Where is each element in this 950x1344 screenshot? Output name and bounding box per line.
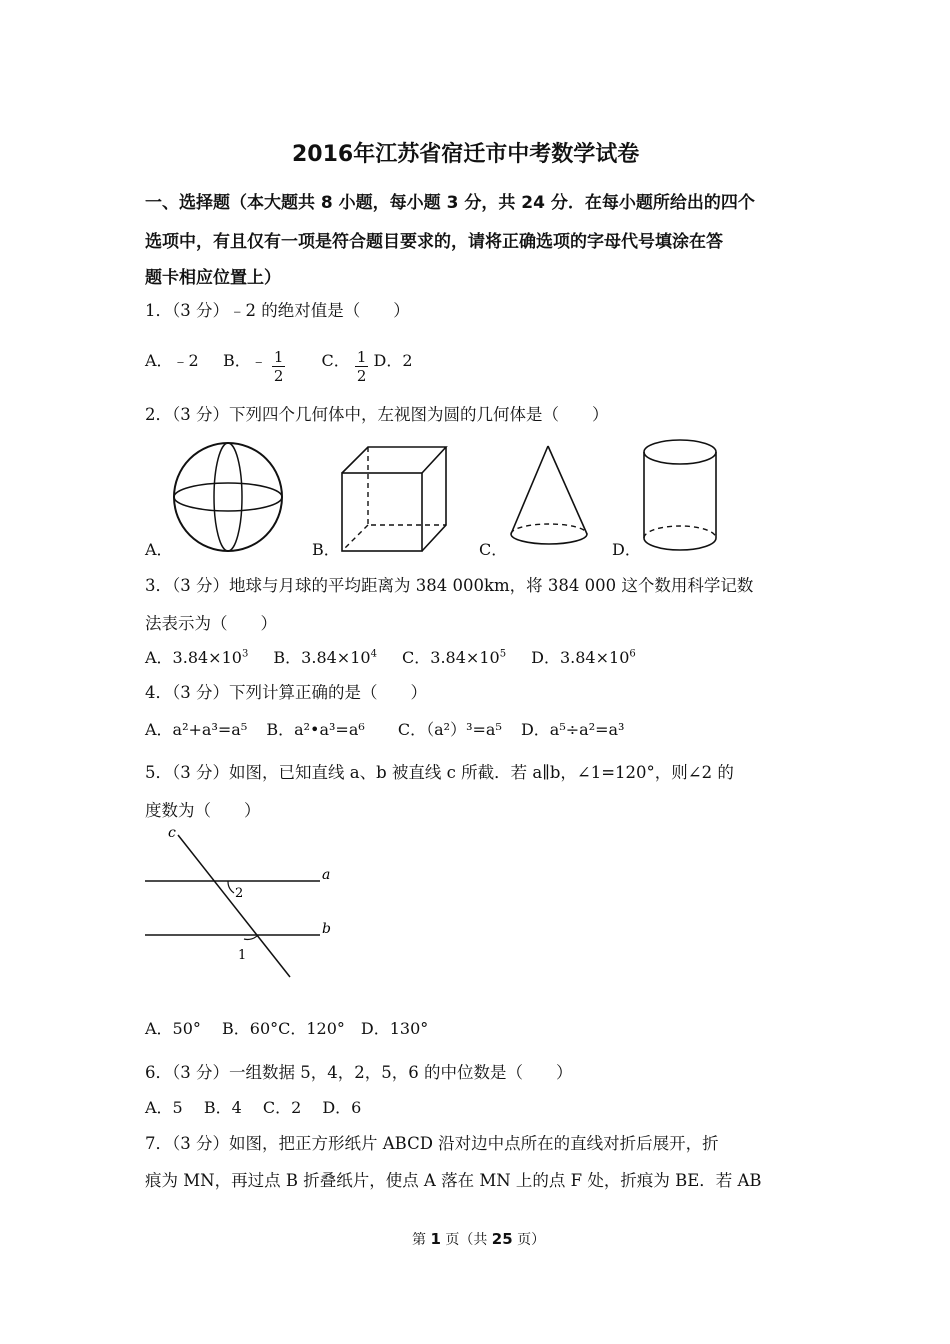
frac-num: 1 (356, 348, 367, 366)
q3-option-b-exp: 4 (370, 648, 377, 660)
q1-option-b-label: B． (222, 351, 251, 370)
question-5-stem-line1: 5．（3 分）如图，已知直线 a、b 被直线 c 所截．若 a∥b，∠1=120°，则∠2 的 (145, 763, 734, 782)
line-a-label: a (322, 867, 331, 883)
q3-option-d-text: D．3.84×10 (531, 648, 630, 667)
page-title: 2016年江苏省宿迁市中考数学试卷 (292, 142, 640, 167)
angle-2-label: 2 (235, 886, 244, 901)
q1-option-b-fraction (272, 348, 286, 385)
q2-label-d: D． (612, 540, 641, 559)
question-2-stem: 2．（3 分）下列四个几何体中，左视图为圆的几何体是（ ） (145, 405, 609, 424)
q3-option-c-text: C．3.84×10 (402, 648, 500, 667)
question-4-options (145, 717, 624, 740)
q1-option-c-fraction (355, 348, 369, 385)
q2-label-c: C． (479, 540, 508, 559)
q3-option-a-text: A．3.84×10 (145, 648, 242, 667)
q3-option-c (402, 648, 506, 667)
footer-mid: 页（共 (445, 1232, 488, 1248)
footer-suffix: 页） (517, 1232, 546, 1248)
q4-option-c: C．（a²）³=a⁵ (397, 720, 502, 739)
cone-figure (505, 444, 595, 554)
footer-page-number: 1 (430, 1230, 441, 1248)
page-footer (412, 1229, 545, 1249)
section-heading-line2: 选项中，有且仅有一项是符合题目要求的，请将正确选项的字母代号填涂在答 (145, 232, 723, 252)
q2-label-a: A． (145, 540, 173, 559)
footer-total-pages: 25 (491, 1230, 513, 1248)
q4-option-d: D．a⁵÷a²=a³ (520, 720, 625, 739)
q3-option-b-text: B．3.84×10 (273, 648, 371, 667)
question-5-stem-line2: 度数为（ ） (145, 801, 261, 820)
question-1-stem: 1．（3 分）﹣2 的绝对值是（ ） (145, 301, 410, 320)
frac-den: 2 (356, 367, 367, 385)
line-b-label: b (322, 921, 331, 937)
q1-option-c-label: C． (321, 351, 350, 370)
question-4-stem: 4．（3 分）下列计算正确的是（ ） (145, 683, 427, 702)
section-heading-line3: 题卡相应位置上） (145, 268, 281, 288)
q2-label-b: B． (312, 540, 340, 559)
q3-option-c-exp: 5 (499, 648, 507, 660)
line-c-label: c (168, 825, 176, 841)
angle-1-label: 1 (238, 948, 247, 963)
q3-option-d (531, 648, 636, 667)
cube-figure (340, 445, 450, 555)
question-5-options: A．50° B．60°C．120° D．130° (145, 1019, 429, 1038)
q4-option-b: B．a²•a³=a⁶ (266, 720, 365, 739)
q1-option-d: D．2 (373, 351, 413, 370)
q3-option-a (145, 648, 248, 667)
question-7-stem-line1: 7．（3 分）如图，把正方形纸片 ABCD 沿对边中点所在的直线对折后展开，折 (145, 1134, 719, 1153)
question-7-stem-line2: 痕为 MN，再过点 B 折叠纸片，使点 A 落在 MN 上的点 F 处，折痕为 BE．若 AB (145, 1171, 762, 1190)
cylinder-figure (642, 438, 722, 556)
section-heading-line1: 一、选择题（本大题共 8 小题，每小题 3 分，共 24 分．在每小题所给出的四个 (145, 193, 755, 213)
q1-option-b-sign: ﹣ (250, 351, 267, 370)
q3-option-b (273, 648, 377, 667)
q3-option-d-exp: 6 (629, 648, 636, 660)
question-6-stem: 6．（3 分）一组数据 5，4，2，5，6 的中位数是（ ） (145, 1063, 573, 1082)
question-3-options (145, 645, 636, 668)
footer-prefix: 第 (412, 1232, 426, 1248)
parallel-lines-figure (140, 825, 350, 990)
frac-num: 1 (273, 348, 284, 366)
question-6-options: A．5 B．4 C．2 D．6 (145, 1098, 362, 1117)
question-3-stem-line1: 3．（3 分）地球与月球的平均距离为 384 000km，将 384 000 这个数用科学记数 (145, 576, 754, 595)
q4-option-a: A．a²+a³=a⁵ (145, 720, 248, 739)
frac-den: 2 (273, 367, 284, 385)
q1-option-a: A．﹣2 (145, 351, 199, 370)
question-3-stem-line2: 法表示为（ ） (145, 614, 277, 633)
q3-option-a-exp: 3 (241, 648, 249, 660)
question-1-options (145, 338, 413, 385)
sphere-figure (170, 442, 290, 554)
